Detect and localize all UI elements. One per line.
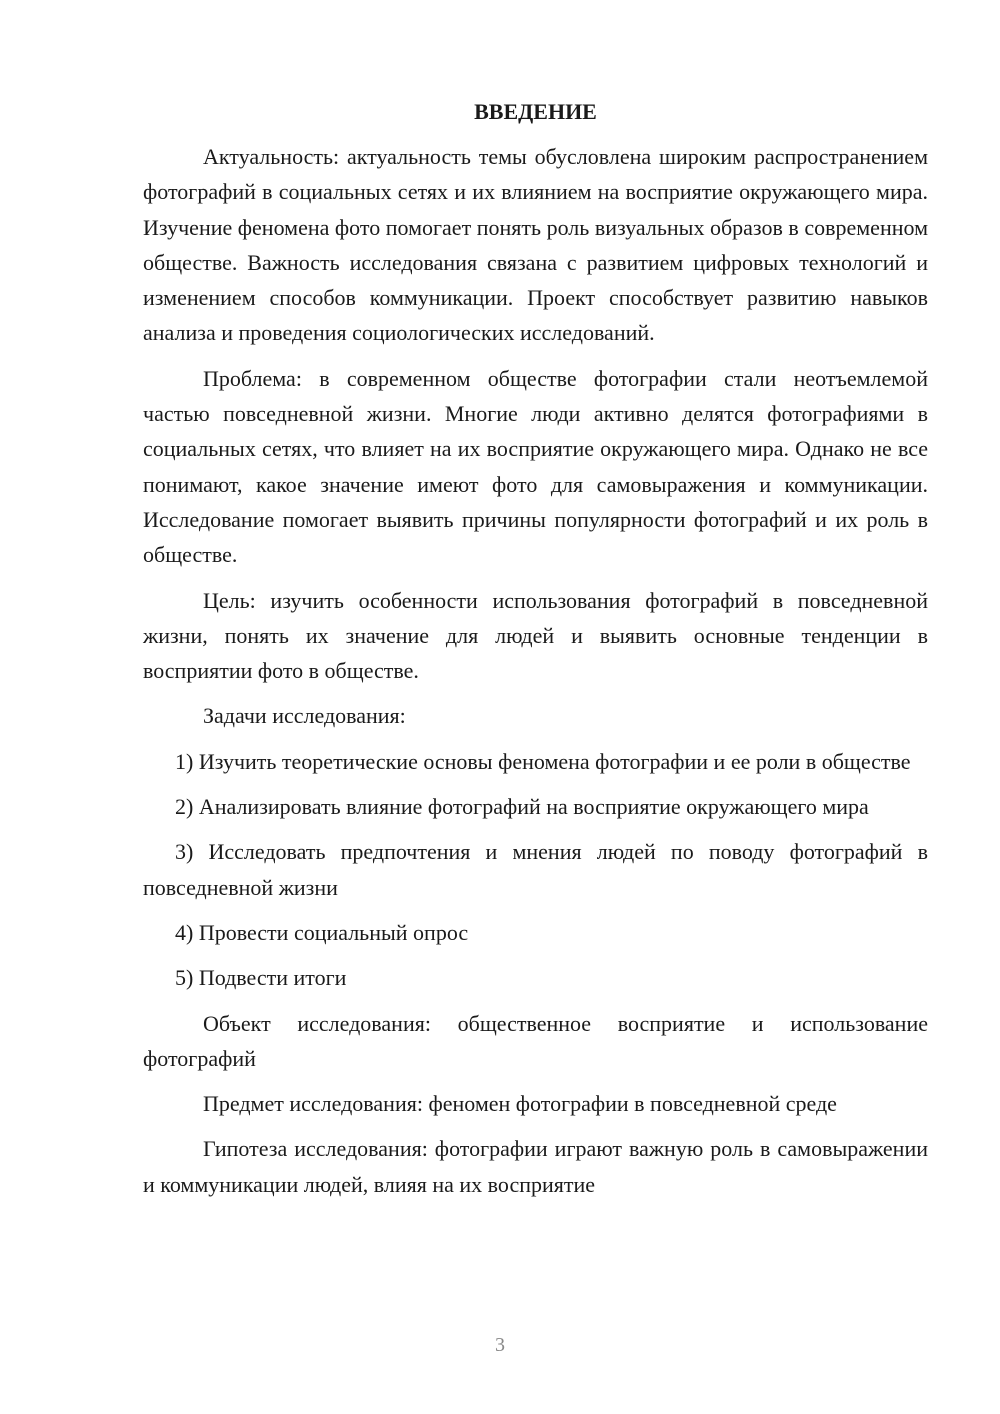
task-item-2: 2) Анализировать влияние фотографий на восприятие окружающего мира [175, 794, 869, 820]
relevance-paragraph: Актуальность: актуальность темы обусловлена широким распространением фотографий в социальных сетях и их влиянием на восприятие окружающего мира. Изучение феномена фото помогает понять роль визуальных образов в современном обществе. Важность исследования связана с развитием цифровых технологий и изменением способов коммуникации. Проект способствует развитию навыков анализа и проведения социологических исследований. [143, 144, 928, 346]
problem-paragraph: Проблема: в современном обществе фотографии стали неотъемлемой частью повседневной жизни. Многие люди активно делятся фотографиями в социальных сетях, что влияет на их восприятие окружающего мира. Однако не все понимают, какое значение имеют фото для самовыражения и коммуникации. Исследование помогает выявить причины популярности фотографий и их роль в обществе. [143, 365, 928, 568]
object-paragraph: Объект исследования: общественное восприятие и использование фотографий [143, 1010, 928, 1071]
subject-paragraph: Предмет исследования: феномен фотографии в повседневной среде [203, 1091, 837, 1117]
section-title: ВВЕДЕНИЕ [474, 99, 597, 124]
task-item-3: 3) Исследовать предпочтения и мнения людей по поводу фотографий в повседневной жизни [143, 839, 928, 900]
task-item-1: 1) Изучить теоретические основы феномена фотографии и ее роли в обществе [175, 748, 911, 774]
hypothesis-paragraph: Гипотеза исследования: фотографии играют важную роль в самовыражении и коммуникации людей, влияя на их восприятие [143, 1136, 928, 1197]
task-item-4: 4) Провести социальный опрос [175, 919, 469, 945]
goal-paragraph: Цель: изучить особенности использования фотографий в повседневной жизни, понять их значение для людей и выявить основные тенденции в восприятии фото в обществе. [143, 587, 928, 684]
task-item-5: 5) Подвести итоги [175, 965, 347, 991]
page-number: 3 [495, 1334, 505, 1356]
tasks-heading: Задачи исследования: [203, 703, 406, 729]
document-body [143, 95, 928, 1212]
